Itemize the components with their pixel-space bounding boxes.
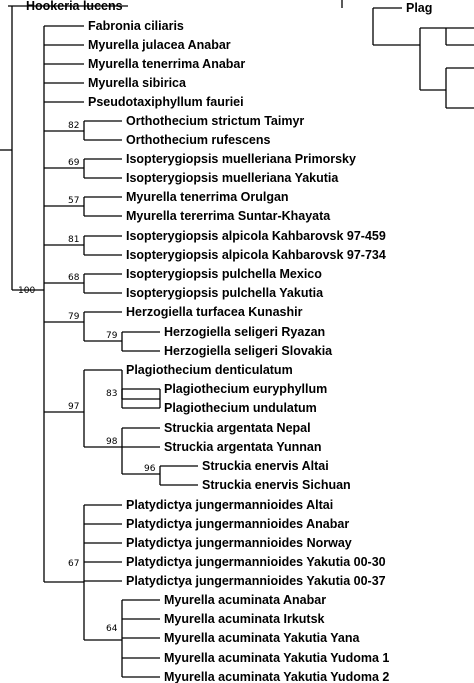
taxon-label: Isopterygiopsis alpicola Kahbarovsk 97-459 [126,229,386,243]
taxon-label: Struckia argentata Nepal [164,421,311,435]
taxon-label: Struckia argentata Yunnan [164,440,322,454]
taxon-label: Myurella acuminata Yakutia Yudoma 1 [164,651,390,665]
taxon-label: Struckia enervis Altai [202,459,329,473]
taxon-label: Orthothecium rufescens [126,133,271,147]
support-value: 82 [68,121,80,131]
taxon-label: Myurella acuminata Irkutsk [164,612,325,626]
taxon-label: Herzogiella seligeri Ryazan [164,325,326,339]
taxon-label: Isopterygiopsis muelleriana Yakutia [126,171,339,185]
support-value: 97 [68,402,80,412]
taxon-label: Pseudotaxiphyllum fauriei [88,95,244,109]
taxon-label: Platydictya jungermannioides Anabar [126,517,350,531]
taxon-label: Plagiothecium undulatum [164,401,317,415]
taxon-label: Struckia enervis Sichuan [202,478,351,492]
taxon-label: Hookeria lucens [26,0,123,13]
support-value: 68 [68,273,80,283]
taxon-label: Myurella tererrima Suntar-Khayata [126,209,331,223]
support-value: 69 [68,158,80,168]
taxon-label: Myurella tenerrima Anabar [88,57,246,71]
taxon-label: Fabronia ciliaris [88,19,184,33]
support-value: 57 [68,196,80,206]
support-value: 64 [106,624,118,634]
taxon-label: Platydictya jungermannioides Norway [126,536,352,550]
taxon-label: Myurella acuminata Anabar [164,593,327,607]
taxon-label: Orthothecium strictum Taimyr [126,114,305,128]
support-value: 79 [106,331,118,341]
taxon-label: Herzogiella seligeri Slovakia [164,344,333,358]
taxon-label: Isopterygiopsis pulchella Mexico [126,267,322,281]
support-value: 81 [68,235,80,245]
taxon-label: Platydictya jungermannioides Yakutia 00-30 [126,555,386,569]
support-value: 67 [68,559,80,569]
support-value: 98 [106,437,118,447]
taxon-label: Herzogiella turfacea Kunashir [126,305,303,319]
support-value: 79 [68,312,80,322]
taxon-label: Isopterygiopsis muelleriana Primorsky [126,152,356,166]
taxon-label: Myurella acuminata Yakutia Yana [164,631,360,645]
support-value: 100 [18,286,36,296]
taxon-label: Myurella acuminata Yakutia Yudoma 2 [164,670,390,683]
taxon-label: Isopterygiopsis alpicola Kahbarovsk 97-734 [126,248,386,262]
taxon-label: Platydictya jungermannioides Altai [126,498,334,512]
taxon-label: Myurella tenerrima Orulgan [126,190,289,204]
taxon-label: Isopterygiopsis pulchella Yakutia [126,286,324,300]
top-right-label: Plag [406,1,433,15]
support-value: 83 [106,389,118,399]
taxon-label: Myurella julacea Anabar [88,38,231,52]
support-value: 96 [144,464,156,474]
taxon-label: Platydictya jungermannioides Yakutia 00-37 [126,574,386,588]
taxon-label: Plagiothecium euryphyllum [164,382,328,396]
taxon-label: Plagiothecium denticulatum [126,363,293,377]
taxon-label: Myurella sibirica [88,76,186,90]
